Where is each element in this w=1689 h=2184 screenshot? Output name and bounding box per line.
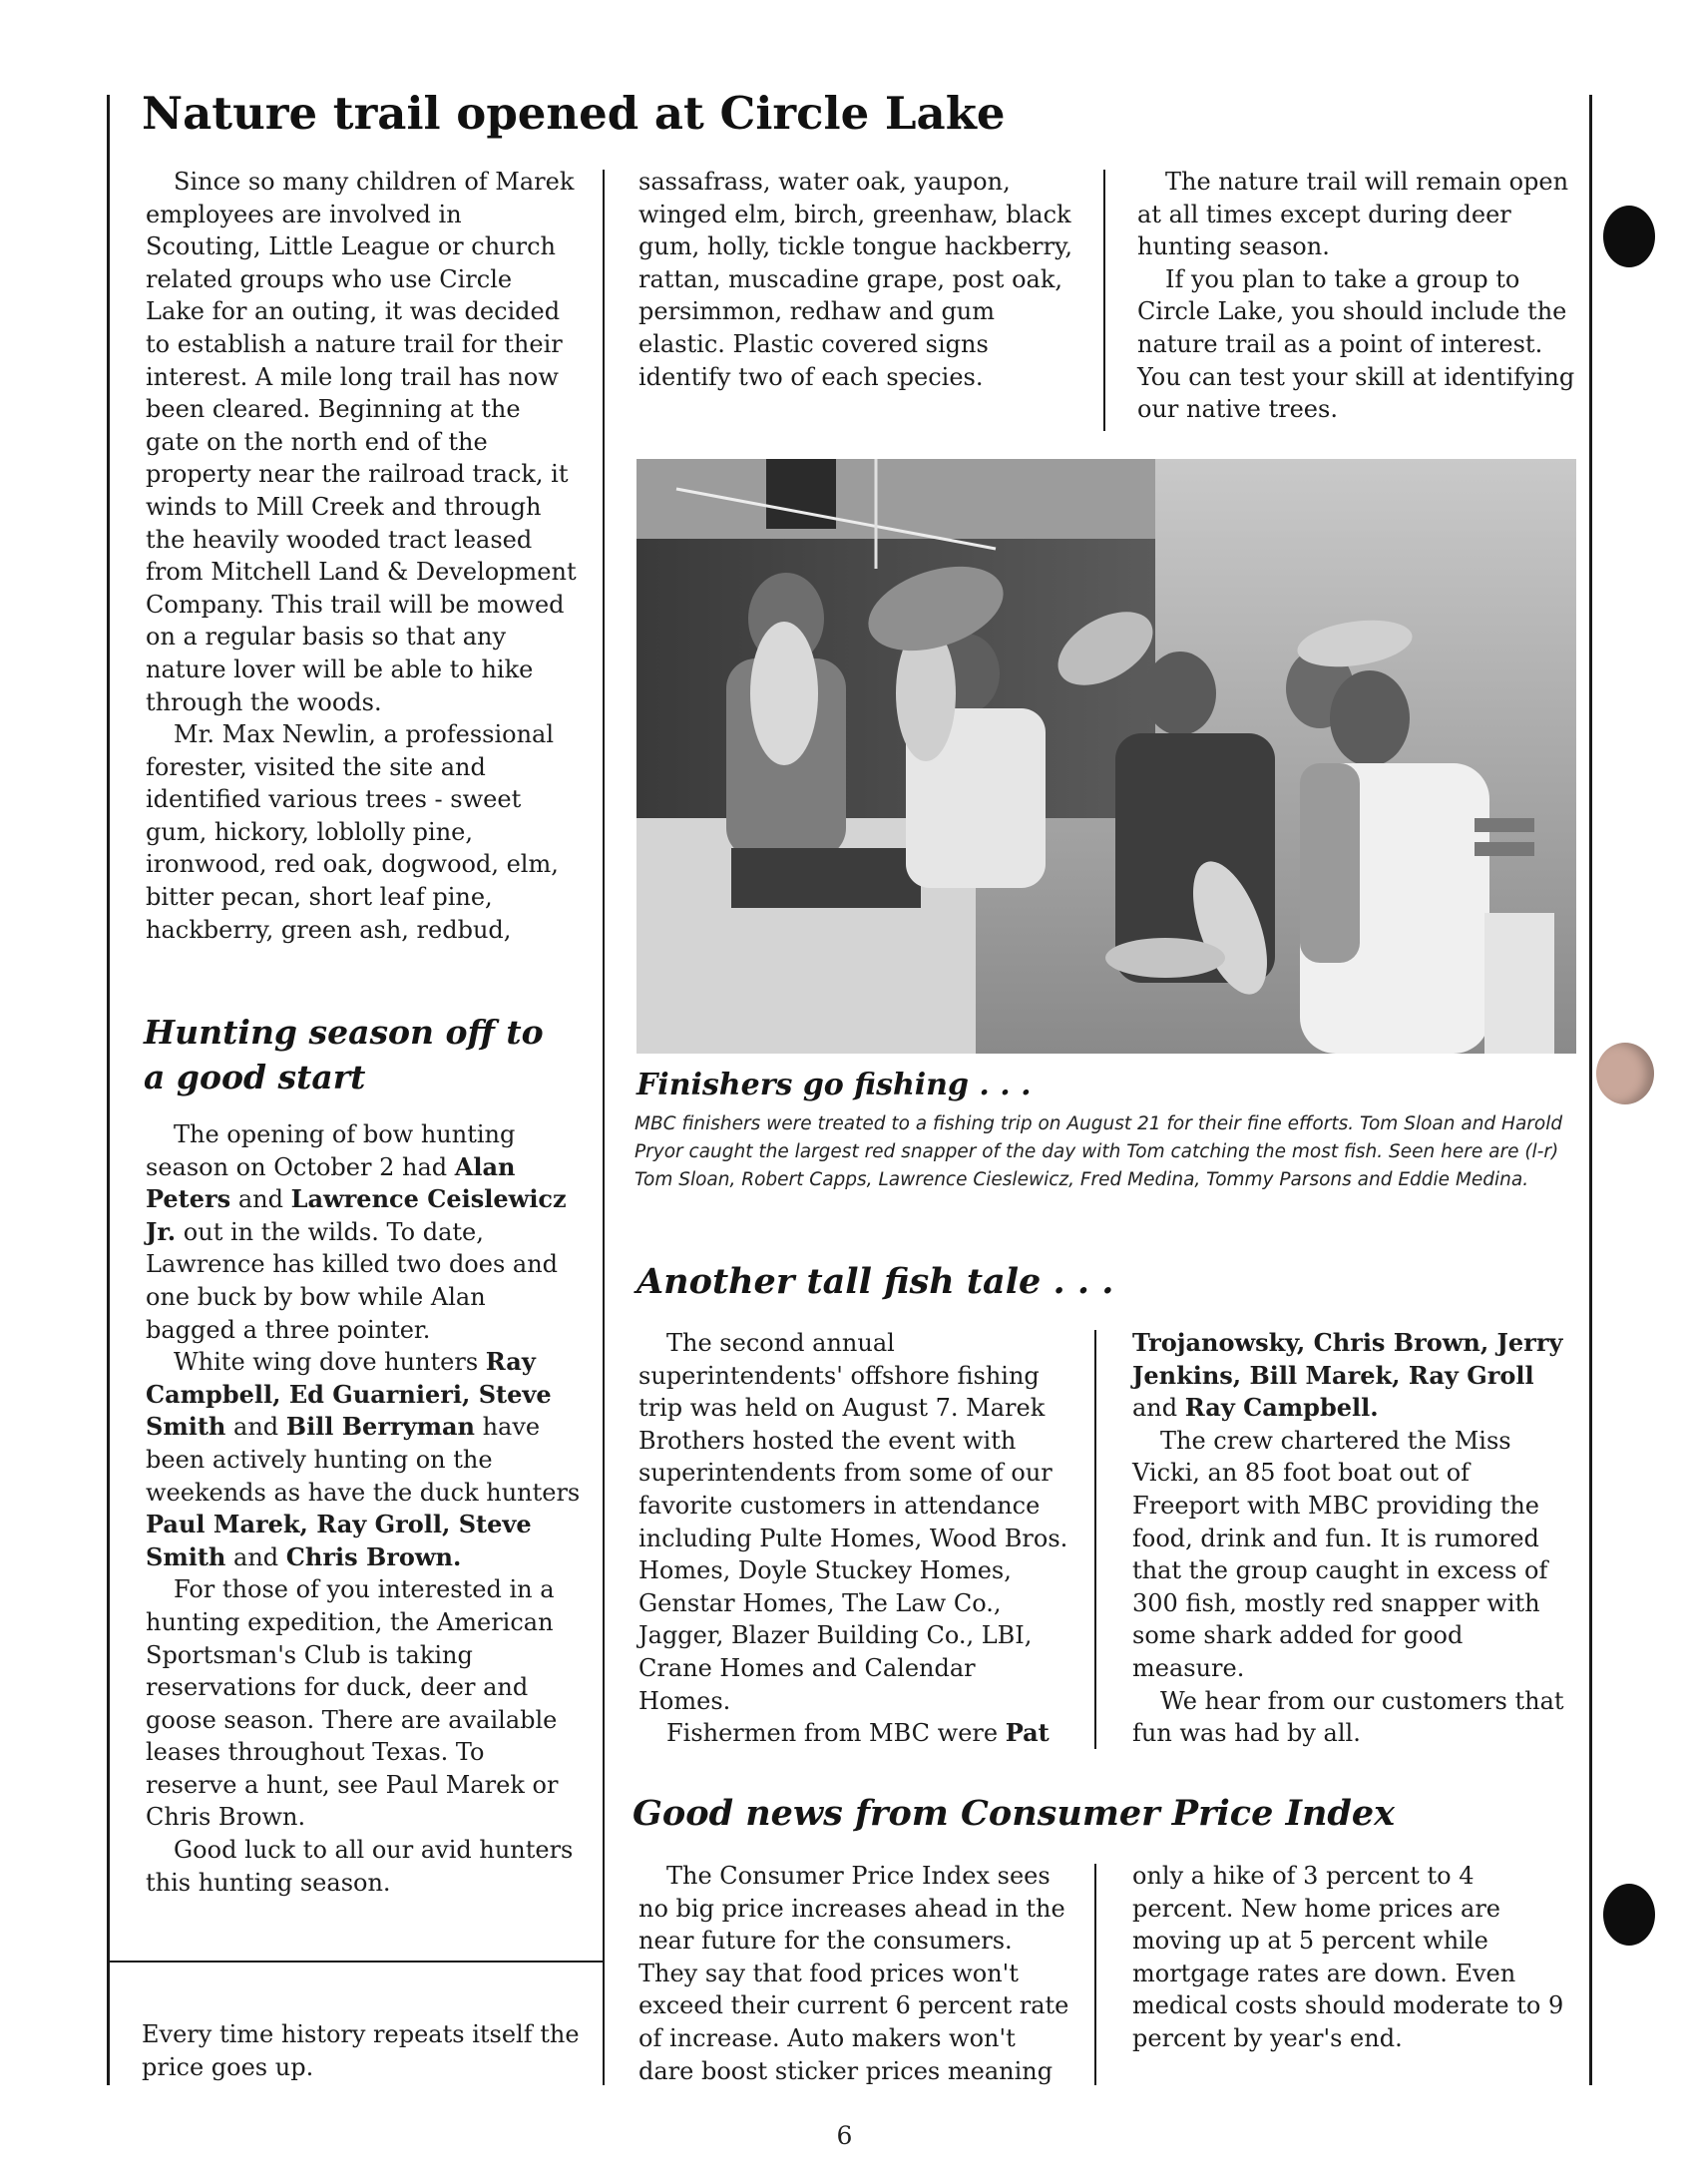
hunting-article bbox=[146, 1118, 581, 1899]
photo-headline: Finishers go fishing . . . bbox=[636, 1068, 1032, 1102]
column-rule-2 bbox=[1103, 170, 1105, 431]
nature-trail-paragraph-1: Since so many children of Marek employees are involved in Scouting, Little League or church related groups who use Circle Lake for an outing, it was decided to establish a nature trail for their interest. A mile long trail has now been cleared. Beginning at the gate on the north end of the property near the railroad track, it winds to Mill Creek and through the heavily wooded tract leased from Mitchell Land & Development Company. This trail will be mowed on a regular basis so that any nature lover will be able to hike through the woods. bbox=[146, 168, 577, 716]
cpi-headline: Good news from Consumer Price Index bbox=[633, 1793, 1396, 1834]
page-number: 6 bbox=[836, 2121, 853, 2150]
fish-tale-paragraph-5: We hear from our customers that fun was had by all. bbox=[1132, 1686, 1564, 1748]
binder-hole-bottom bbox=[1603, 1884, 1655, 1946]
photo-drawing bbox=[636, 459, 1576, 1054]
cpi-col2 bbox=[1132, 1860, 1571, 2055]
hunting-paragraph-1: The opening of bow hunting season on October 2 had Alan Peters and Lawrence Ceislewicz Jr. out in the wilds. To date, Lawrence has killed two does and one buck by bow while Alan bagged a three pointer. bbox=[146, 1120, 567, 1344]
fish-tale-paragraph-1: The second annual superintendents' offshore fishing trip was held on August 7. Marek Brothers hosted the event with superintendents from some of our favorite customers in attendance including Pulte Homes, Wood Bros. Homes, Doyle Stuckey Homes, Genstar Homes, The Law Co., Jagger, Blazer Building Co., LBI, Crane Homes and Calendar Homes. bbox=[638, 1329, 1068, 1715]
fish-tale-col2 bbox=[1132, 1327, 1581, 1750]
nature-trail-col2 bbox=[638, 166, 1077, 393]
column-rule-4 bbox=[1094, 1864, 1096, 2085]
fish-tale-paragraph-4: The crew chartered the Miss Vicki, an 85 foot boat out of Freeport with MBC providing the food, drink and fun. It is rumored that the group caught in excess of 300 fish, mostly red snapper with some shark added for good measure. bbox=[1132, 1426, 1548, 1682]
nature-trail-paragraph-5: If you plan to take a group to Circle Lake, you should include the nature trail as a point of interest. You can test your skill at identifying our native trees. bbox=[1137, 264, 1575, 424]
nature-trail-col3 bbox=[1137, 166, 1582, 426]
fishing-group-photo bbox=[636, 459, 1576, 1054]
fish-tale-headline: Another tall fish tale . . . bbox=[636, 1261, 1114, 1302]
hunting-headline: Hunting season off to a good start bbox=[144, 1013, 544, 1096]
hunting-paragraph-2: White wing dove hunters Ray Campbell, Ed Guarnieri, Steve Smith and Bill Berryman have been actively hunting on the weekends as have the duck hunters Paul Marek, Ray Groll, Steve Smith and Chris Brown. bbox=[146, 1347, 581, 1571]
fish-tale-paragraph-2: Fishermen from MBC were Pat bbox=[666, 1718, 1050, 1748]
nature-trail-paragraph-4: The nature trail will remain open at all times except during deer hunting season. bbox=[1137, 168, 1569, 261]
column-rule-1 bbox=[603, 170, 605, 2085]
filler-quote: Every time history repeats itself the price goes up. bbox=[142, 2020, 580, 2081]
fish-tale-paragraph-3: Trojanowsky, Chris Brown, Jerry Jenkins, Bill Marek, Ray Groll and Ray Campbell. bbox=[1132, 1328, 1563, 1423]
left-margin-rule bbox=[107, 95, 110, 2085]
nature-trail-paragraph-3: sassafrass, water oak, yaupon, winged elm, birch, greenhaw, black gum, holly, tickle tongue hackberry, rattan, muscadine grape, post oak, persimmon, redhaw and gum elastic. Plastic covered signs identify two of each species. bbox=[638, 168, 1072, 391]
right-margin-rule bbox=[1589, 95, 1592, 2085]
column-rule-3 bbox=[1094, 1330, 1096, 1749]
nature-trail-paragraph-2: Mr. Max Newlin, a professional forester, visited the site and identified various trees - sweet gum, hickory, loblolly pine, ironwood, red oak, dogwood, elm, bitter pecan, short leaf pine, hackberry, green ash, redbud, bbox=[146, 720, 559, 944]
nature-trail-col1 bbox=[146, 166, 577, 946]
filler-top-rule bbox=[107, 1961, 605, 1963]
photo-caption: MBC finishers were treated to a fishing trip on August 21 for their fine efforts. Tom Sloan and Harold Pryor caught the largest red snapper of the day with Tom catching the most fish. Seen here are (l-r) Tom Sloan, Robert Capps, Lawrence Cieslewicz, Fred Medina, Tommy Parsons and Eddie Medina. bbox=[634, 1113, 1563, 1190]
hunting-paragraph-3: For those of you interested in a hunting expedition, the American Sportsman's Club is taking reservations for duck, deer and goose season. There are available leases throughout Texas. To reserve a hunt, see Paul Marek or Chris Brown. bbox=[146, 1575, 559, 1832]
binder-hole-middle bbox=[1596, 1043, 1654, 1104]
page-title: Nature trail opened at Circle Lake bbox=[142, 87, 1006, 140]
cpi-paragraph-2: only a hike of 3 percent to 4 percent. New home prices are moving up at 5 percent while mortgage rates are down. Even medical costs should moderate to 9 percent by year's end. bbox=[1132, 1862, 1564, 2052]
fish-tale-col1 bbox=[638, 1327, 1073, 1750]
cpi-paragraph-1: The Consumer Price Index sees no big price increases ahead in the near future for the consumers. They say that food prices won't exceed their current 6 percent rate of increase. Auto makers won't dare boost sticker prices meaning bbox=[638, 1862, 1069, 2085]
binder-hole-top bbox=[1603, 206, 1655, 267]
hunting-paragraph-4: Good luck to all our avid hunters this hunting season. bbox=[146, 1836, 574, 1897]
cpi-col1 bbox=[638, 1860, 1077, 2087]
